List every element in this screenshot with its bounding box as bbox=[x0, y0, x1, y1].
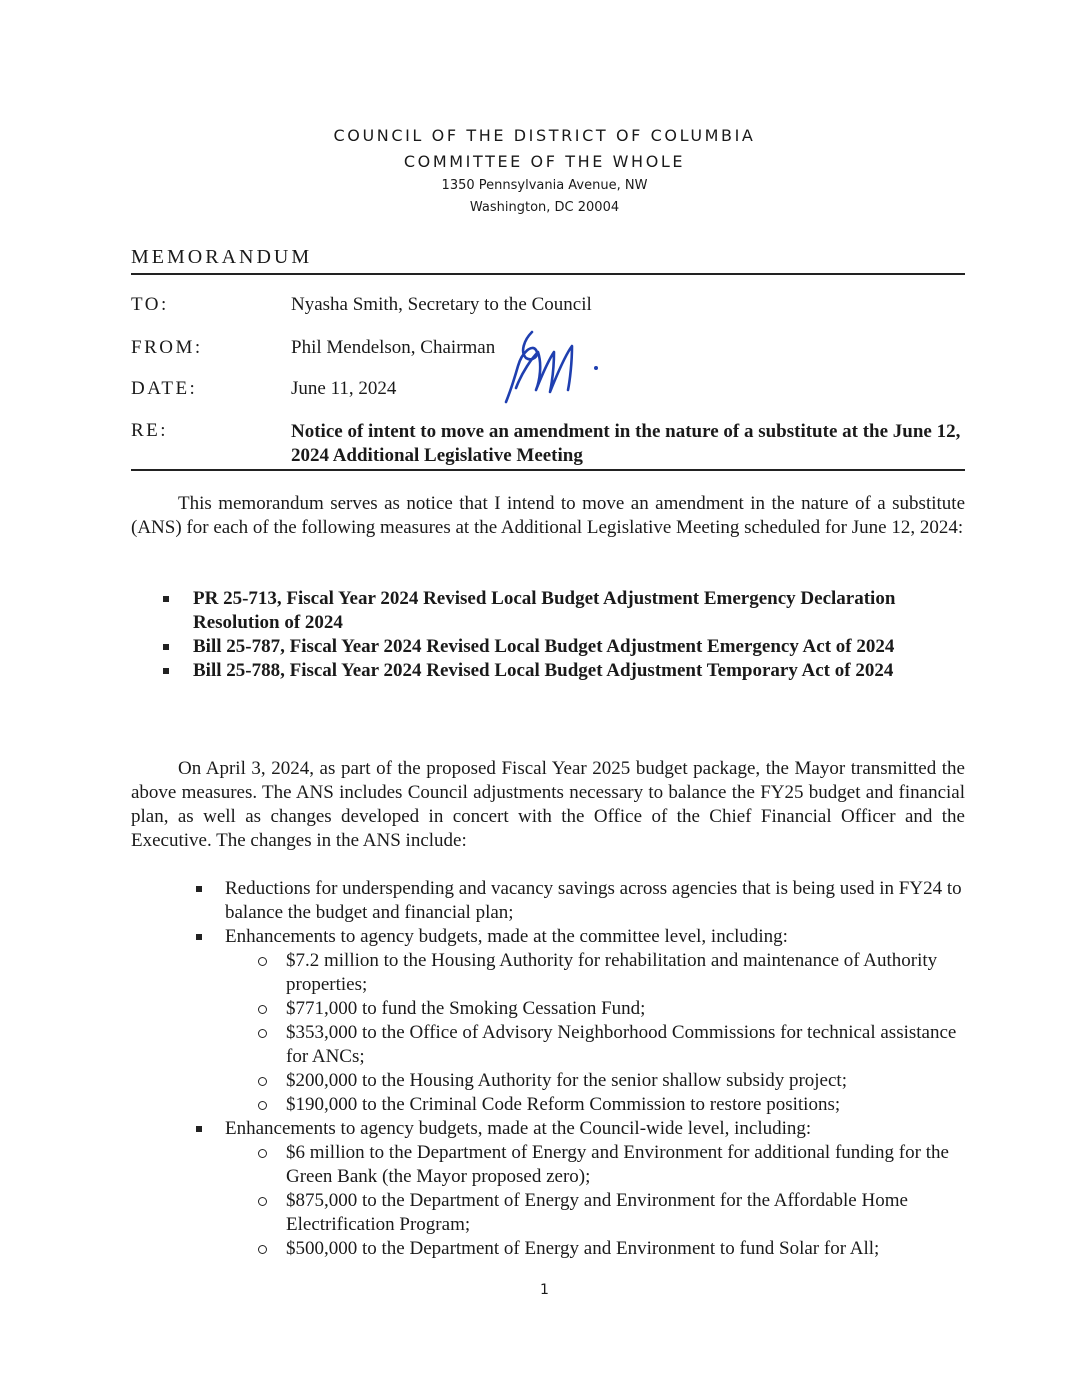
bullet-square-icon bbox=[196, 1126, 202, 1132]
bullet-circle-icon bbox=[258, 1101, 267, 1110]
to-value: Nyasha Smith, Secretary to the Council bbox=[291, 294, 592, 315]
from-value: Phil Mendelson, Chairman bbox=[291, 337, 496, 358]
committee-name: COMMITTEE OF THE WHOLE bbox=[403, 152, 686, 171]
date-value: June 11, 2024 bbox=[291, 378, 397, 399]
committee-enhancements-list bbox=[225, 949, 971, 1117]
measures-list bbox=[150, 587, 960, 683]
bullet-circle-icon bbox=[258, 957, 267, 966]
sub-item: $6 million to the Department of Energy and Environment for additional funding for the Green Bank (the Mayor proposed zero); bbox=[225, 1141, 971, 1189]
sub-item: $771,000 to fund the Smoking Cessation Fund; bbox=[225, 997, 971, 1021]
change-item: Reductions for underspending and vacancy savings across agencies that is being used in FY24 to balance the budget and financial plan; bbox=[181, 877, 971, 925]
change-item: Enhancements to agency budgets, made at the Council-wide level, including: $6 million to the Department of Energy and Environment for additional funding for the Green Bank (the Mayor proposed zero); $875,000 to the Department of Energy and Environment for the Affordable Home Electrification Program; $500,000 to the Department of Energy and Environment to fund Solar for All; bbox=[181, 1117, 971, 1261]
sub-item: $353,000 to the Office of Advisory Neighborhood Commissions for technical assistance for ANCs; bbox=[225, 1021, 971, 1069]
signature-image bbox=[496, 322, 614, 406]
bullet-circle-icon bbox=[258, 1245, 267, 1254]
re-value: Notice of intent to move an amendment in the nature of a substitute at the June 12, 2024 Additional Legislative Meeting bbox=[291, 421, 961, 466]
sub-item: $190,000 to the Criminal Code Reform Commission to restore positions; bbox=[225, 1093, 971, 1117]
from-label: FROM: bbox=[131, 337, 203, 358]
address-line-2: Washington, DC 20004 bbox=[469, 200, 620, 215]
re-label: RE: bbox=[131, 420, 169, 441]
council-name: COUNCIL OF THE DISTRICT OF COLUMBIA bbox=[333, 126, 756, 145]
bullet-circle-icon bbox=[258, 1197, 267, 1206]
sub-item: $500,000 to the Department of Energy and Environment to fund Solar for All; bbox=[225, 1237, 971, 1261]
bullet-square-icon bbox=[163, 644, 169, 650]
council-enhancements-list bbox=[225, 1141, 971, 1261]
measure-item: PR 25-713, Fiscal Year 2024 Revised Local Budget Adjustment Emergency Declaration Resolution of 2024 bbox=[150, 587, 960, 635]
sub-item: $875,000 to the Department of Energy and Environment for the Affordable Home Electrification Program; bbox=[225, 1189, 971, 1237]
header-rule bbox=[131, 273, 965, 275]
bullet-square-icon bbox=[163, 596, 169, 602]
sub-item: $7.2 million to the Housing Authority for rehabilitation and maintenance of Authority properties; bbox=[225, 949, 971, 997]
change-item: Enhancements to agency budgets, made at the committee level, including: $7.2 million to the Housing Authority for rehabilitation and maintenance of Authority properties; $771,000 to fund the Smoking Cessation Fund; $353,000 to the Office of Advisory Neighborhood Commissions for technical assistance for ANCs; $200,000 to the Housing Authority for the senior shallow subsidy project; $190,000 to the Criminal Code Reform Commission to restore positions; bbox=[181, 925, 971, 1117]
measure-item: Bill 25-788, Fiscal Year 2024 Revised Local Budget Adjustment Temporary Act of 2024 bbox=[150, 659, 960, 683]
date-label: DATE: bbox=[131, 378, 198, 399]
page-number: 1 bbox=[540, 1282, 549, 1298]
bullet-square-icon bbox=[163, 668, 169, 674]
bullet-circle-icon bbox=[258, 1005, 267, 1014]
sub-item: $200,000 to the Housing Authority for the senior shallow subsidy project; bbox=[225, 1069, 971, 1093]
context-paragraph: On April 3, 2024, as part of the proposed Fiscal Year 2025 budget package, the Mayor transmitted the above measures. The ANS includes Council adjustments necessary to balance the FY25 budget and financial plan, as well as changes developed in concert with the Office of the Chief Financial Officer and the Executive. The changes in the ANS include: bbox=[131, 758, 965, 851]
bullet-circle-icon bbox=[258, 1077, 267, 1086]
measure-item: Bill 25-787, Fiscal Year 2024 Revised Local Budget Adjustment Emergency Act of 2024 bbox=[150, 635, 960, 659]
bullet-square-icon bbox=[196, 934, 202, 940]
address-line-1: 1350 Pennsylvania Avenue, NW bbox=[441, 178, 648, 193]
fields-rule bbox=[131, 469, 965, 471]
bullet-circle-icon bbox=[258, 1149, 267, 1158]
memo-title: MEMORANDUM bbox=[131, 246, 313, 268]
bullet-circle-icon bbox=[258, 1029, 267, 1038]
bullet-square-icon bbox=[196, 886, 202, 892]
to-label: TO: bbox=[131, 294, 169, 315]
intro-paragraph: This memorandum serves as notice that I intend to move an amendment in the nature of a substitute (ANS) for each of the following measures at the Additional Legislative Meeting scheduled for June 12, 2024: bbox=[131, 493, 965, 538]
changes-list bbox=[181, 877, 971, 1261]
